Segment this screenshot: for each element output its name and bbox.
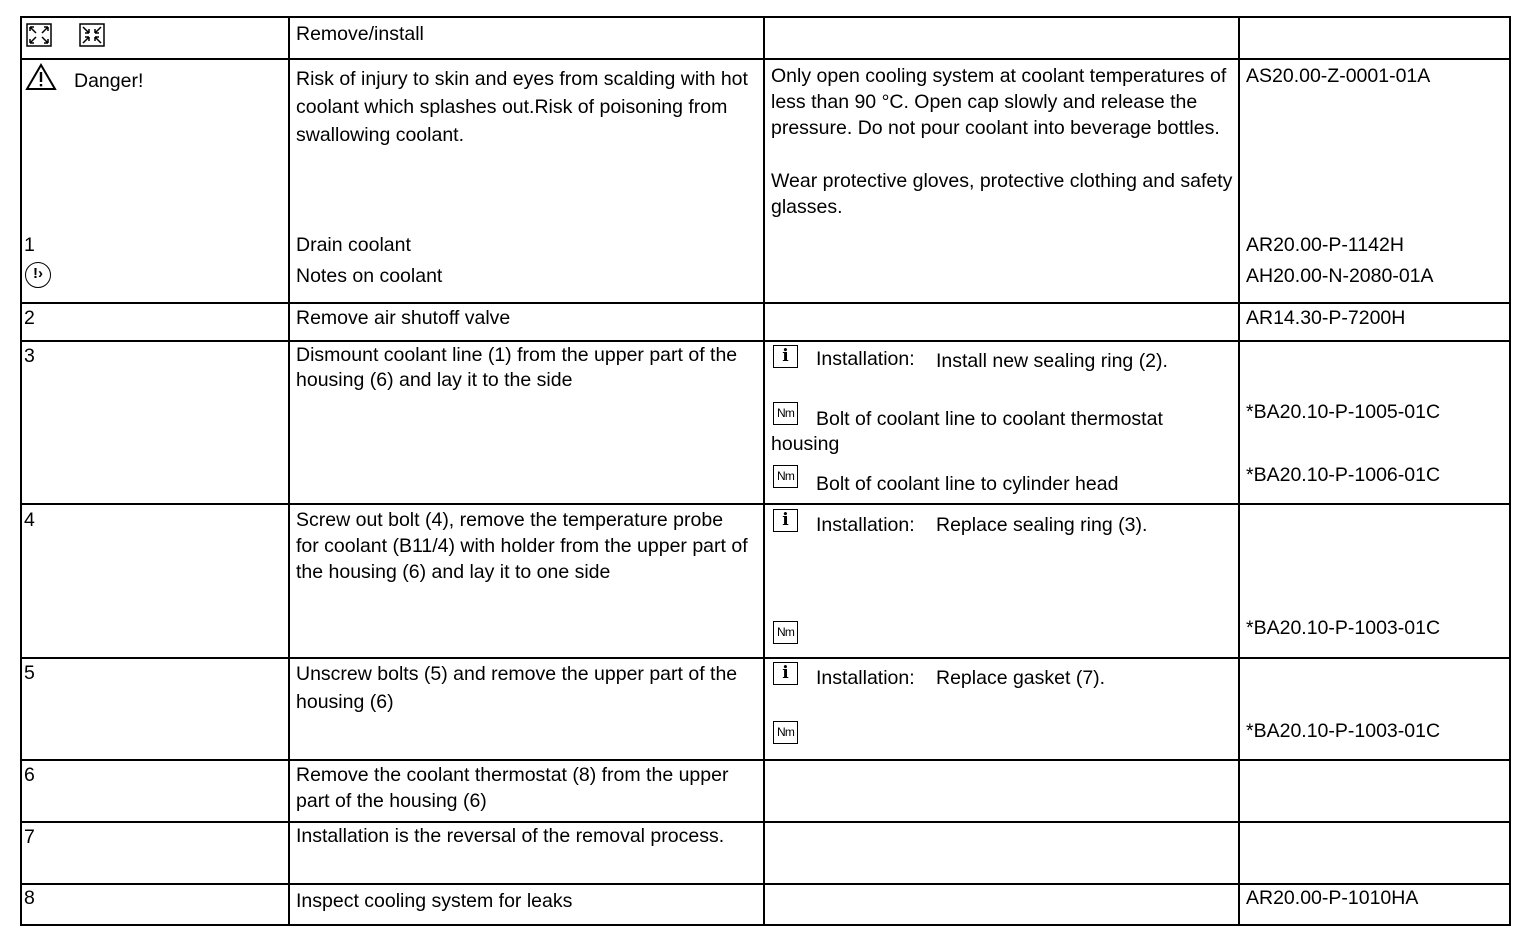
- danger-precaution-text-2: Wear protective gloves, protective clothing and safety glasses.: [771, 170, 1233, 218]
- step-note-reference[interactable]: AH20.00-N-2080-01A: [1246, 265, 1434, 287]
- info-icon: i: [773, 345, 798, 368]
- step-number: 1: [24, 234, 35, 256]
- step-number: 8: [24, 887, 35, 909]
- row-divider: [22, 58, 1509, 60]
- torque-reference[interactable]: *BA20.10-P-1005-01C: [1246, 401, 1441, 423]
- row-divider: [22, 657, 1509, 659]
- info-prefix: Installation:: [816, 667, 915, 689]
- info-text: Replace sealing ring (3).: [936, 514, 1148, 536]
- info-icon: i: [773, 509, 798, 532]
- procedure-table: [20, 16, 1511, 926]
- step-number: 6: [24, 764, 35, 786]
- step-action: Unscrew bolts (5) and remove the upper part of the housing (6): [296, 663, 738, 713]
- danger-label: Danger!: [74, 70, 144, 92]
- step-reference[interactable]: AR20.00-P-1010HA: [1246, 887, 1419, 909]
- collapse-icon[interactable]: [79, 23, 105, 52]
- torque-icon: Nm: [773, 465, 798, 488]
- page-title: Remove/install: [296, 23, 424, 45]
- info-prefix: Installation:: [816, 348, 915, 370]
- step-number: 4: [24, 509, 35, 531]
- info-text: Replace gasket (7).: [936, 667, 1106, 689]
- step-action: Installation is the reversal of the removal process.: [296, 825, 725, 847]
- step-action: Screw out bolt (4), remove the temperature probe for coolant (B11/4) with holder from the upper part of the housing (6) and lay it to one side: [296, 509, 748, 583]
- row-divider: [22, 340, 1509, 342]
- danger-precaution-text: Only open cooling system at coolant temperatures of less than 90 °C. Open cap slowly and release the pressure. Do not pour coolant into beverage bottles.: [771, 65, 1227, 139]
- danger-risk-text: Risk of injury to skin and eyes from scalding with hot coolant which splashes out.Risk of poisoning from swallowing coolant.: [296, 68, 748, 146]
- torque-reference[interactable]: *BA20.10-P-1003-01C: [1246, 617, 1441, 639]
- step-number: 7: [24, 826, 35, 848]
- column-divider: [288, 18, 290, 924]
- step-number: 2: [24, 307, 35, 329]
- danger-reference[interactable]: AS20.00-Z-0001-01A: [1246, 65, 1431, 87]
- step-number: 5: [24, 662, 35, 684]
- step-note-action: Notes on coolant: [296, 265, 443, 287]
- info-prefix: Installation:: [816, 514, 915, 536]
- row-divider: [22, 302, 1509, 304]
- torque-icon: Nm: [773, 621, 798, 644]
- step-action: Inspect cooling system for leaks: [296, 890, 573, 912]
- warning-triangle-icon: [25, 63, 57, 96]
- row-divider: [22, 759, 1509, 761]
- row-divider: [22, 503, 1509, 505]
- torque-reference[interactable]: *BA20.10-P-1006-01C: [1246, 464, 1441, 486]
- torque-icon: Nm: [773, 721, 798, 744]
- column-divider: [763, 18, 765, 924]
- torque-text: Bolt of coolant line to coolant thermostat housing: [771, 408, 1163, 455]
- torque-icon: Nm: [773, 402, 798, 425]
- step-number: 3: [24, 345, 35, 367]
- step-reference[interactable]: AR20.00-P-1142H: [1246, 234, 1404, 256]
- step-action: Dismount coolant line (1) from the upper part of the housing (6) and lay it to the side: [296, 344, 738, 391]
- info-icon: i: [773, 662, 798, 685]
- torque-text: Bolt of coolant line to cylinder head: [816, 473, 1119, 495]
- step-reference[interactable]: AR14.30-P-7200H: [1246, 307, 1406, 329]
- expand-icon[interactable]: [26, 23, 52, 52]
- note-arrow-icon: !›: [25, 262, 51, 288]
- torque-reference[interactable]: *BA20.10-P-1003-01C: [1246, 720, 1441, 742]
- info-text: Install new sealing ring (2).: [936, 350, 1168, 372]
- row-divider: [22, 821, 1509, 823]
- step-action: Remove air shutoff valve: [296, 307, 511, 329]
- step-action: Remove the coolant thermostat (8) from the upper part of the housing (6): [296, 764, 729, 812]
- column-divider: [1238, 18, 1240, 924]
- step-action: Drain coolant: [296, 234, 411, 256]
